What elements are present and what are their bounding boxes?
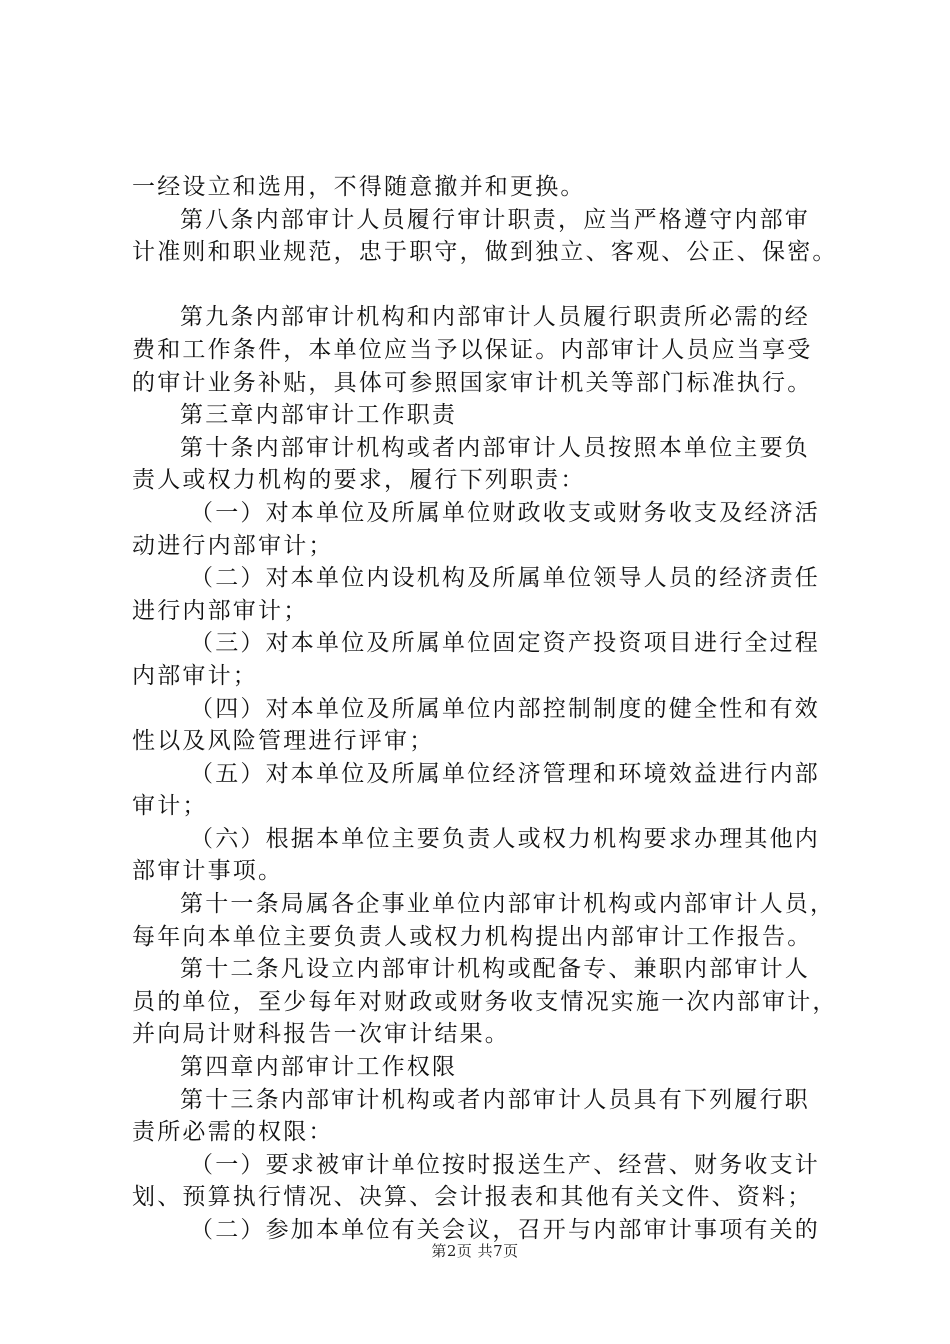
text-line: 一经设立和选用，不得随意撤并和更换。 <box>132 174 586 200</box>
paragraph-gap <box>132 269 842 302</box>
duty-5-line-1: （五）对本单位及所属单位经济管理和环境效益进行内部 <box>190 760 820 787</box>
duty-2-line-2: 进行内部审计； <box>132 597 309 624</box>
article-13-line-2: 责所必需的权限： <box>132 1119 334 1146</box>
power-1-line-1: （一）要求被审计单位按时报送生产、经营、财务收支计 <box>190 1151 820 1178</box>
chapter-4-heading: 第四章内部审计工作权限 <box>180 1054 458 1081</box>
article-9-line-2: 费和工作条件，本单位应当予以保证。内部审计人员应当享受 <box>132 336 813 363</box>
duty-6-line-1: （六）根据本单位主要负责人或权力机构要求办理其他内 <box>190 825 820 852</box>
duty-6-line-2: 部审计事项。 <box>132 858 284 885</box>
duty-4-line-1: （四）对本单位及所属单位内部控制制度的健全性和有效 <box>190 695 820 722</box>
power-1-line-2: 划、预算执行情况、决算、会计报表和其他有关文件、资料； <box>132 1184 813 1211</box>
article-12-line-2: 员的单位，至少每年对财政或财务收支情况实施一次内部审计， <box>132 988 838 1015</box>
chapter-3-heading: 第三章内部审计工作职责 <box>180 402 458 429</box>
document-body <box>132 171 842 1247</box>
duty-1-line-2: 动进行内部审计； <box>132 532 334 559</box>
page-number-footer: 第2页 共7页 <box>431 1242 519 1260</box>
article-10-line-1: 第十条内部审计机构或者内部审计人员按照本单位主要负 <box>180 434 810 461</box>
article-12-line-1: 第十二条凡设立内部审计机构或配备专、兼职内部审计人 <box>180 956 810 983</box>
article-8-line-2: 计准则和职业规范，忠于职守，做到独立、客观、公正、保密。 <box>132 239 838 266</box>
duty-1-line-1: （一）对本单位及所属单位财政收支或财务收支及经济活 <box>190 499 820 526</box>
article-10-line-2: 责人或权力机构的要求，履行下列职责： <box>132 467 586 494</box>
article-8-line-1: 第八条内部审计人员履行审计职责，应当严格遵守内部审 <box>180 206 810 233</box>
duty-3-line-1: （三）对本单位及所属单位固定资产投资项目进行全过程 <box>190 630 820 657</box>
article-9-line-1: 第九条内部审计机构和内部审计人员履行职责所必需的经 <box>180 304 810 331</box>
article-12-line-3: 并向局计财科报告一次审计结果。 <box>132 1021 510 1048</box>
duty-3-line-2: 内部审计； <box>132 662 258 689</box>
article-9-line-3: 的审计业务补贴，具体可参照国家审计机关等部门标准执行。 <box>132 369 813 396</box>
duty-5-line-2: 审计； <box>132 793 208 820</box>
power-2-line-1: （二）参加本单位有关会议，召开与内部审计事项有关的 <box>190 1217 820 1243</box>
duty-4-line-2: 性以及风险管理进行评审； <box>132 728 435 755</box>
duty-2-line-1: （二）对本单位内设机构及所属单位领导人员的经济责任 <box>190 565 820 592</box>
article-11-line-1: 第十一条局属各企事业单位内部审计机构或内部审计人员， <box>180 891 836 918</box>
article-11-line-2: 每年向本单位主要负责人或权力机构提出内部审计工作报告。 <box>132 923 813 950</box>
article-13-line-1: 第十三条内部审计机构或者内部审计人员具有下列履行职 <box>180 1086 810 1113</box>
